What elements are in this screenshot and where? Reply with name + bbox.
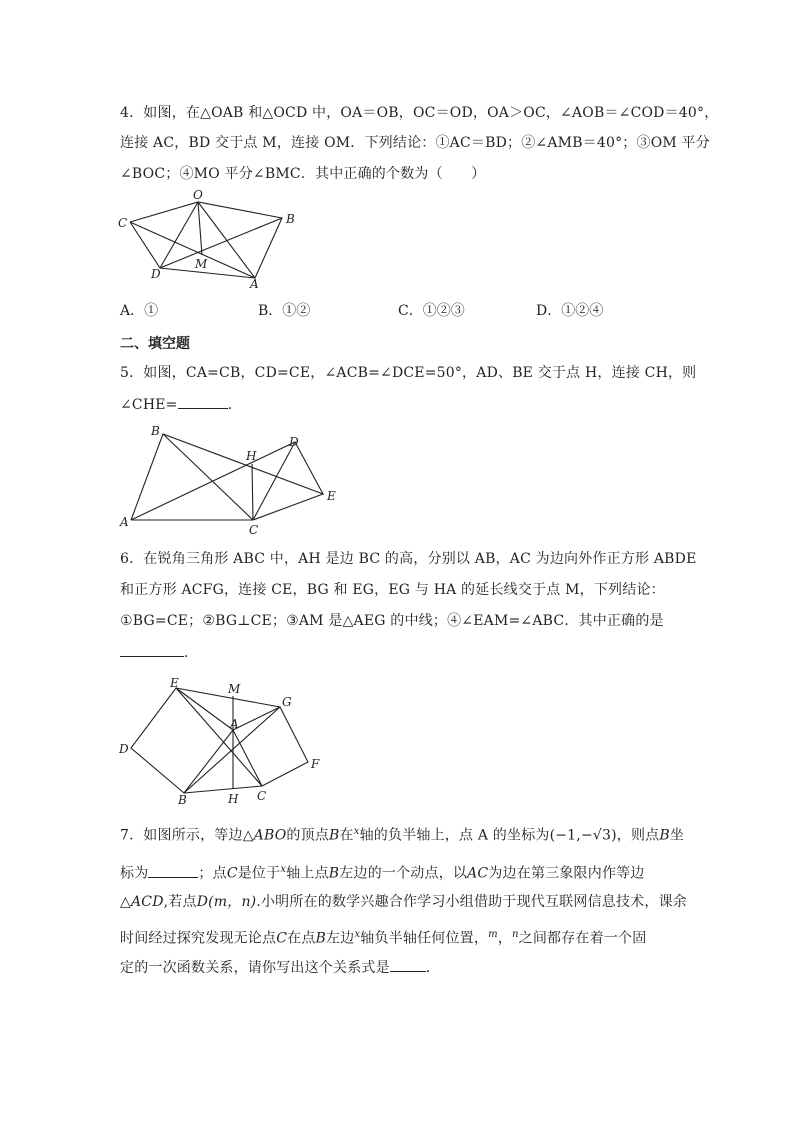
q4-label-a: A <box>250 277 259 290</box>
q4-figure <box>110 190 310 290</box>
q7-line-4: 时间经过探究发现无论点C在点B左边$^x$轴负半轴任何位置，$^m$，$^n$之间都存在着一个固 <box>120 929 647 947</box>
q5-label-a: A <box>120 515 129 529</box>
q6-label-g: G <box>282 695 292 709</box>
q4-label-m: M <box>195 257 208 271</box>
q5-segment-ce <box>253 494 323 520</box>
q5-figure <box>115 420 345 538</box>
q6-label-c: C <box>257 789 267 803</box>
q4-label-b: B <box>286 212 295 226</box>
q6-line-2: 和正方形 ACFG，连接 CE，BG 和 EG，EG 与 HA 的延长线交于点 M，下列结论： <box>120 582 665 598</box>
q6-line-4: ． <box>120 642 198 663</box>
section-title-fill-in: 二、填空题 <box>120 336 190 352</box>
q7-answer-blank-1[interactable] <box>148 863 198 878</box>
q7-answer-blank-2[interactable] <box>390 957 426 972</box>
q7-line-5: 定的一次函数关系，请你写出这个关系式是 ． <box>120 957 440 978</box>
q4-option-c: C．①②③ <box>398 303 465 319</box>
q5-label-e: E <box>327 489 336 503</box>
q6-square-acfg <box>233 707 308 786</box>
q6-figure <box>112 676 332 806</box>
q4-label-c: C <box>118 216 128 230</box>
q6-label-e: E <box>170 676 179 690</box>
q4-option-d: D．①②④ <box>536 303 604 319</box>
q6-label-h: H <box>228 792 239 806</box>
q5-label-h: H <box>246 449 257 463</box>
q4-label-o: O <box>193 190 203 202</box>
q7-line-1: 7．如图所示，等边△ABO的顶点B在$^x$轴的负半轴上，点 A 的坐标为(−1,−√3)，则点B坐 <box>120 826 685 844</box>
q4-segment-om <box>198 202 202 255</box>
q5-segment-ch <box>252 464 253 520</box>
q4-option-a: A．① <box>120 303 159 319</box>
q4-label-d: D <box>151 267 161 281</box>
q5-answer-blank[interactable] <box>178 394 228 409</box>
q6-square-abde <box>131 688 233 793</box>
q6-segment-ce <box>176 688 262 786</box>
q5-line-1: 5．如图，CA=CB，CD=CE，∠ACB=∠DCE=50°，AD、BE 交于点 H，连接 CH，则 <box>120 365 697 381</box>
q5-label-c: C <box>249 523 259 537</box>
q6-label-a: A <box>230 717 239 731</box>
q6-line-1: 6．在锐角三角形 ABC 中，AH 是边 BC 的高，分别以 AB，AC 为边向外作正方形 ABDE <box>120 551 697 567</box>
q6-label-d: D <box>119 742 129 756</box>
q4-segment-db <box>160 218 282 268</box>
q4-line-1: 4．如图，在△OAB 和△OCD 中，OA＝OB，OC＝OD，OA＞OC，∠AOB＝∠COD＝40°， <box>120 105 719 121</box>
q5-label-b: B <box>151 424 160 438</box>
q4-line-2: 连接 AC，BD 交于点 M，连接 OM．下列结论：①AC＝BD；②∠AMB＝40°；③OM 平分 <box>120 135 710 151</box>
q5-segment-bc <box>163 434 253 520</box>
q6-label-f: F <box>311 757 320 771</box>
q7-line-2: 标为 ；点C是位于$^x$轴上点B左边的一个动点，以AC为边在第三象限内作等边 <box>120 864 645 882</box>
q7-line-3: △ACD,若点D(m，n).小明所在的数学兴趣合作学习小组借助于现代互联网信息技术，课余 <box>120 894 687 910</box>
q6-answer-blank[interactable] <box>120 642 184 657</box>
q4-line-3: ∠BOC；④MO 平分∠BMC．其中正确的个数为（ ） <box>120 166 486 182</box>
q6-segment-bc <box>184 786 262 793</box>
q5-line-2: ∠CHE= ． <box>120 394 242 415</box>
q4-option-b: B．①② <box>258 303 311 319</box>
q6-label-b: B <box>178 793 187 806</box>
q6-label-m: M <box>228 682 241 696</box>
q5-label-d: D <box>289 435 299 449</box>
q6-line-3: ①BG=CE；②BG⊥CE；③AM 是△AEG 的中线；④∠EAM=∠ABC．其中正确的是 <box>120 613 664 629</box>
